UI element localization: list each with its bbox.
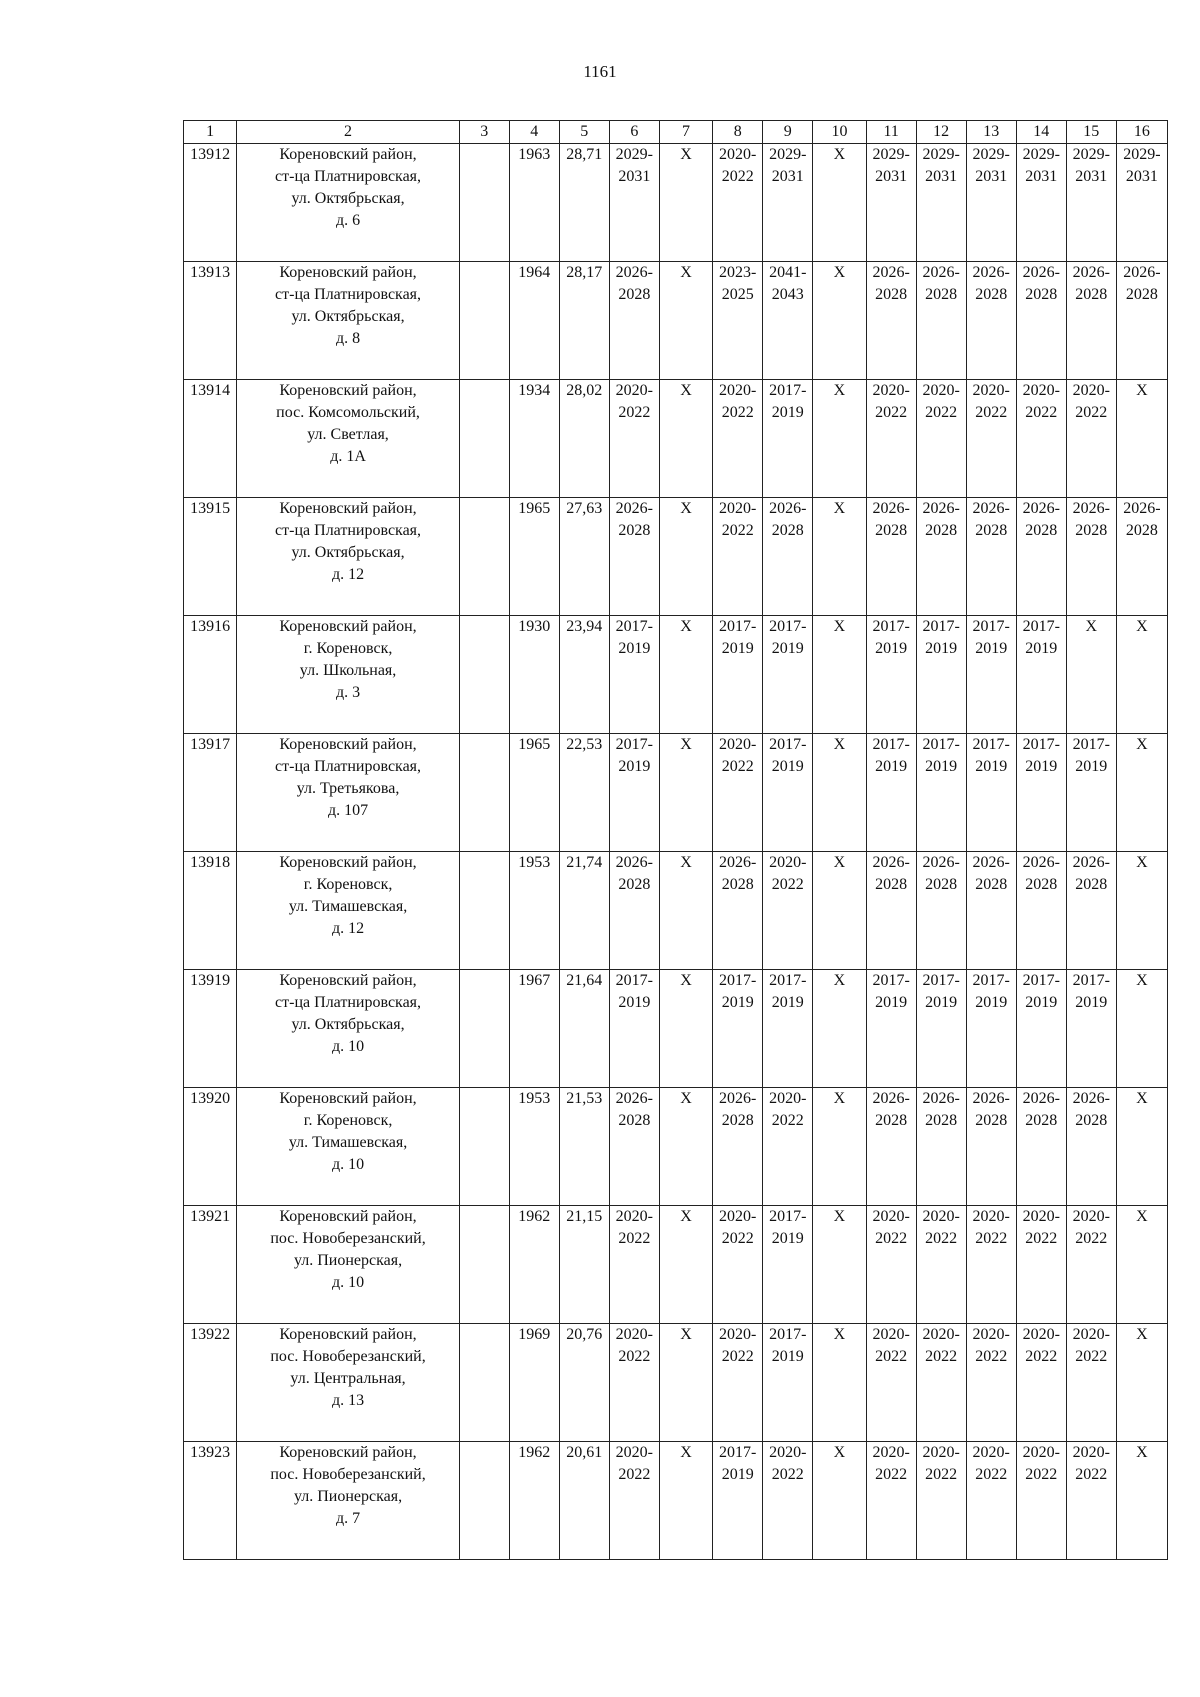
table-row	[184, 1324, 1168, 1442]
column-header-16: 16	[1116, 121, 1167, 144]
cell-address: Кореновский район, пос. Комсомольский, ул. Светлая, д. 1А	[237, 380, 459, 498]
table-row	[184, 380, 1168, 498]
cell-year: 1962	[509, 1206, 559, 1324]
table-row	[184, 734, 1168, 852]
column-header-2: 2	[237, 121, 459, 144]
column-header-11: 11	[866, 121, 916, 144]
table-row	[184, 144, 1168, 262]
cell-c13: 2020- 2022	[966, 380, 1016, 498]
cell-c3	[459, 144, 509, 262]
cell-c3	[459, 1324, 509, 1442]
cell-c15: 2020- 2022	[1066, 1324, 1116, 1442]
cell-c7: X	[659, 734, 712, 852]
cell-area: 23,94	[559, 616, 609, 734]
cell-c11: 2026- 2028	[866, 1088, 916, 1206]
cell-c7: X	[659, 144, 712, 262]
table-row	[184, 1442, 1168, 1560]
cell-c6: 2026- 2028	[609, 852, 659, 970]
cell-address: Кореновский район, г. Кореновск, ул. Тимашевская, д. 10	[237, 1088, 459, 1206]
cell-c11: 2026- 2028	[866, 262, 916, 380]
cell-c10: X	[813, 734, 866, 852]
cell-c13: 2017- 2019	[966, 970, 1016, 1088]
cell-address: Кореновский район, пос. Новоберезанский, ул. Пионерская, д. 7	[237, 1442, 459, 1560]
cell-c16: X	[1116, 1442, 1167, 1560]
cell-area: 21,53	[559, 1088, 609, 1206]
cell-c13: 2017- 2019	[966, 616, 1016, 734]
cell-c3	[459, 1206, 509, 1324]
cell-year: 1965	[509, 498, 559, 616]
cell-c10: X	[813, 498, 866, 616]
table-row	[184, 852, 1168, 970]
cell-c3	[459, 1442, 509, 1560]
cell-c3	[459, 616, 509, 734]
cell-c14: 2026- 2028	[1016, 498, 1066, 616]
cell-address: Кореновский район, ст-ца Платнировская, ул. Октябрьская, д. 10	[237, 970, 459, 1088]
cell-c16: X	[1116, 852, 1167, 970]
cell-address: Кореновский район, ст-ца Платнировская, ул. Октябрьская, д. 6	[237, 144, 459, 262]
table-row	[184, 1088, 1168, 1206]
cell-c14: 2017- 2019	[1016, 970, 1066, 1088]
cell-c12: 2017- 2019	[916, 734, 966, 852]
column-header-15: 15	[1066, 121, 1116, 144]
cell-c12: 2026- 2028	[916, 262, 966, 380]
cell-year: 1969	[509, 1324, 559, 1442]
cell-c7: X	[659, 616, 712, 734]
cell-c8: 2017- 2019	[713, 970, 763, 1088]
cell-address: Кореновский район, пос. Новоберезанский, ул. Пионерская, д. 10	[237, 1206, 459, 1324]
cell-c15: 2017- 2019	[1066, 734, 1116, 852]
cell-c13: 2029- 2031	[966, 144, 1016, 262]
cell-c9: 2017- 2019	[763, 616, 813, 734]
cell-c8: 2026- 2028	[713, 852, 763, 970]
cell-year: 1963	[509, 144, 559, 262]
cell-c8: 2017- 2019	[713, 1442, 763, 1560]
cell-c10: X	[813, 262, 866, 380]
cell-c6: 2029- 2031	[609, 144, 659, 262]
cell-c8: 2020- 2022	[713, 498, 763, 616]
cell-address: Кореновский район, ст-ца Платнировская, ул. Третьякова, д. 107	[237, 734, 459, 852]
cell-area: 27,63	[559, 498, 609, 616]
cell-area: 21,74	[559, 852, 609, 970]
cell-c3	[459, 1088, 509, 1206]
cell-c11: 2026- 2028	[866, 852, 916, 970]
cell-c14: 2020- 2022	[1016, 1442, 1066, 1560]
cell-c11: 2020- 2022	[866, 1206, 916, 1324]
cell-c8: 2020- 2022	[713, 1324, 763, 1442]
cell-c10: X	[813, 852, 866, 970]
cell-c10: X	[813, 1324, 866, 1442]
cell-c15: 2020- 2022	[1066, 1442, 1116, 1560]
cell-c13: 2026- 2028	[966, 262, 1016, 380]
cell-id: 13922	[184, 1324, 237, 1442]
page-number: 1161	[583, 62, 617, 81]
column-header-13: 13	[966, 121, 1016, 144]
cell-c7: X	[659, 1324, 712, 1442]
cell-c9: 2017- 2019	[763, 734, 813, 852]
cell-c3	[459, 380, 509, 498]
cell-c16: X	[1116, 380, 1167, 498]
cell-c16: X	[1116, 616, 1167, 734]
cell-c9: 2017- 2019	[763, 1324, 813, 1442]
cell-c10: X	[813, 616, 866, 734]
cell-c11: 2020- 2022	[866, 1324, 916, 1442]
cell-id: 13912	[184, 144, 237, 262]
cell-c14: 2026- 2028	[1016, 262, 1066, 380]
cell-year: 1965	[509, 734, 559, 852]
cell-c10: X	[813, 1206, 866, 1324]
cell-c9: 2026- 2028	[763, 498, 813, 616]
cell-c11: 2017- 2019	[866, 616, 916, 734]
cell-year: 1964	[509, 262, 559, 380]
cell-year: 1934	[509, 380, 559, 498]
cell-c16: X	[1116, 970, 1167, 1088]
cell-c12: 2026- 2028	[916, 498, 966, 616]
cell-c15: 2026- 2028	[1066, 852, 1116, 970]
cell-c12: 2020- 2022	[916, 1324, 966, 1442]
cell-c7: X	[659, 380, 712, 498]
cell-c6: 2020- 2022	[609, 1442, 659, 1560]
column-header-7: 7	[659, 121, 712, 144]
cell-c14: 2020- 2022	[1016, 1324, 1066, 1442]
cell-id: 13917	[184, 734, 237, 852]
cell-c10: X	[813, 970, 866, 1088]
cell-c7: X	[659, 1442, 712, 1560]
cell-c12: 2026- 2028	[916, 1088, 966, 1206]
cell-c13: 2020- 2022	[966, 1206, 1016, 1324]
cell-c6: 2017- 2019	[609, 616, 659, 734]
cell-c8: 2026- 2028	[713, 1088, 763, 1206]
cell-c15: X	[1066, 616, 1116, 734]
cell-c15: 2026- 2028	[1066, 498, 1116, 616]
cell-c16: 2026- 2028	[1116, 262, 1167, 380]
column-header-10: 10	[813, 121, 866, 144]
cell-c15: 2017- 2019	[1066, 970, 1116, 1088]
column-header-1: 1	[184, 121, 237, 144]
cell-c11: 2017- 2019	[866, 970, 916, 1088]
cell-c11: 2029- 2031	[866, 144, 916, 262]
column-header-4: 4	[509, 121, 559, 144]
cell-id: 13918	[184, 852, 237, 970]
cell-c9: 2020- 2022	[763, 1442, 813, 1560]
column-header-9: 9	[763, 121, 813, 144]
cell-c15: 2026- 2028	[1066, 262, 1116, 380]
cell-c6: 2026- 2028	[609, 498, 659, 616]
cell-c15: 2020- 2022	[1066, 380, 1116, 498]
cell-c14: 2020- 2022	[1016, 1206, 1066, 1324]
cell-c12: 2017- 2019	[916, 616, 966, 734]
table-row	[184, 1206, 1168, 1324]
column-number-row	[184, 121, 1168, 144]
cell-c11: 2020- 2022	[866, 1442, 916, 1560]
cell-c9: 2041- 2043	[763, 262, 813, 380]
cell-id: 13915	[184, 498, 237, 616]
cell-c16: X	[1116, 734, 1167, 852]
cell-c8: 2023- 2025	[713, 262, 763, 380]
registry-table	[183, 120, 1168, 1560]
cell-area: 22,53	[559, 734, 609, 852]
cell-c8: 2017- 2019	[713, 616, 763, 734]
cell-c12: 2020- 2022	[916, 1442, 966, 1560]
cell-c11: 2026- 2028	[866, 498, 916, 616]
cell-c14: 2029- 2031	[1016, 144, 1066, 262]
cell-c3	[459, 498, 509, 616]
cell-c9: 2020- 2022	[763, 1088, 813, 1206]
cell-c6: 2020- 2022	[609, 1324, 659, 1442]
cell-c12: 2017- 2019	[916, 970, 966, 1088]
cell-c7: X	[659, 1206, 712, 1324]
cell-c11: 2017- 2019	[866, 734, 916, 852]
column-header-14: 14	[1016, 121, 1066, 144]
cell-area: 20,76	[559, 1324, 609, 1442]
cell-year: 1967	[509, 970, 559, 1088]
cell-c9: 2017- 2019	[763, 380, 813, 498]
cell-c12: 2029- 2031	[916, 144, 966, 262]
cell-address: Кореновский район, г. Кореновск, ул. Тимашевская, д. 12	[237, 852, 459, 970]
cell-c16: 2026- 2028	[1116, 498, 1167, 616]
cell-c14: 2020- 2022	[1016, 380, 1066, 498]
cell-area: 28,17	[559, 262, 609, 380]
cell-area: 20,61	[559, 1442, 609, 1560]
cell-c3	[459, 262, 509, 380]
column-header-5: 5	[559, 121, 609, 144]
cell-c13: 2026- 2028	[966, 852, 1016, 970]
cell-c14: 2026- 2028	[1016, 1088, 1066, 1206]
cell-c16: X	[1116, 1088, 1167, 1206]
cell-c16: 2029- 2031	[1116, 144, 1167, 262]
cell-c15: 2026- 2028	[1066, 1088, 1116, 1206]
cell-c8: 2020- 2022	[713, 734, 763, 852]
cell-address: Кореновский район, ст-ца Платнировская, ул. Октябрьская, д. 12	[237, 498, 459, 616]
cell-year: 1962	[509, 1442, 559, 1560]
cell-id: 13913	[184, 262, 237, 380]
cell-c7: X	[659, 262, 712, 380]
table-row	[184, 262, 1168, 380]
cell-c12: 2020- 2022	[916, 1206, 966, 1324]
cell-area: 28,02	[559, 380, 609, 498]
cell-c14: 2026- 2028	[1016, 852, 1066, 970]
cell-c6: 2026- 2028	[609, 262, 659, 380]
table-body	[184, 144, 1168, 1560]
cell-id: 13921	[184, 1206, 237, 1324]
cell-area: 21,64	[559, 970, 609, 1088]
cell-c10: X	[813, 1442, 866, 1560]
cell-year: 1953	[509, 852, 559, 970]
cell-area: 21,15	[559, 1206, 609, 1324]
cell-id: 13919	[184, 970, 237, 1088]
table-row	[184, 616, 1168, 734]
cell-c9: 2017- 2019	[763, 1206, 813, 1324]
column-header-3: 3	[459, 121, 509, 144]
cell-c14: 2017- 2019	[1016, 616, 1066, 734]
cell-c12: 2020- 2022	[916, 380, 966, 498]
cell-c8: 2020- 2022	[713, 1206, 763, 1324]
cell-c12: 2026- 2028	[916, 852, 966, 970]
cell-c6: 2017- 2019	[609, 734, 659, 852]
cell-c9: 2029- 2031	[763, 144, 813, 262]
cell-c3	[459, 970, 509, 1088]
cell-id: 13920	[184, 1088, 237, 1206]
cell-c6: 2026- 2028	[609, 1088, 659, 1206]
cell-address: Кореновский район, ст-ца Платнировская, ул. Октябрьская, д. 8	[237, 262, 459, 380]
cell-id: 13923	[184, 1442, 237, 1560]
cell-c15: 2029- 2031	[1066, 144, 1116, 262]
cell-id: 13916	[184, 616, 237, 734]
cell-c7: X	[659, 970, 712, 1088]
cell-c13: 2026- 2028	[966, 498, 1016, 616]
cell-c10: X	[813, 380, 866, 498]
column-header-6: 6	[609, 121, 659, 144]
cell-c6: 2020- 2022	[609, 1206, 659, 1324]
cell-c13: 2020- 2022	[966, 1324, 1016, 1442]
cell-c9: 2020- 2022	[763, 852, 813, 970]
cell-c7: X	[659, 498, 712, 616]
cell-c10: X	[813, 144, 866, 262]
cell-address: Кореновский район, пос. Новоберезанский, ул. Центральная, д. 13	[237, 1324, 459, 1442]
cell-id: 13914	[184, 380, 237, 498]
cell-c9: 2017- 2019	[763, 970, 813, 1088]
cell-c8: 2020- 2022	[713, 380, 763, 498]
cell-year: 1930	[509, 616, 559, 734]
cell-c15: 2020- 2022	[1066, 1206, 1116, 1324]
cell-c14: 2017- 2019	[1016, 734, 1066, 852]
cell-c13: 2017- 2019	[966, 734, 1016, 852]
cell-c10: X	[813, 1088, 866, 1206]
table-row	[184, 498, 1168, 616]
cell-c6: 2020- 2022	[609, 380, 659, 498]
column-header-8: 8	[713, 121, 763, 144]
table-row	[184, 970, 1168, 1088]
cell-c11: 2020- 2022	[866, 380, 916, 498]
cell-address: Кореновский район, г. Кореновск, ул. Школьная, д. 3	[237, 616, 459, 734]
cell-c7: X	[659, 1088, 712, 1206]
cell-c7: X	[659, 852, 712, 970]
cell-year: 1953	[509, 1088, 559, 1206]
cell-c3	[459, 734, 509, 852]
cell-c6: 2017- 2019	[609, 970, 659, 1088]
cell-area: 28,71	[559, 144, 609, 262]
cell-c13: 2026- 2028	[966, 1088, 1016, 1206]
cell-c8: 2020- 2022	[713, 144, 763, 262]
cell-c16: X	[1116, 1324, 1167, 1442]
cell-c13: 2020- 2022	[966, 1442, 1016, 1560]
column-header-12: 12	[916, 121, 966, 144]
cell-c16: X	[1116, 1206, 1167, 1324]
cell-c3	[459, 852, 509, 970]
